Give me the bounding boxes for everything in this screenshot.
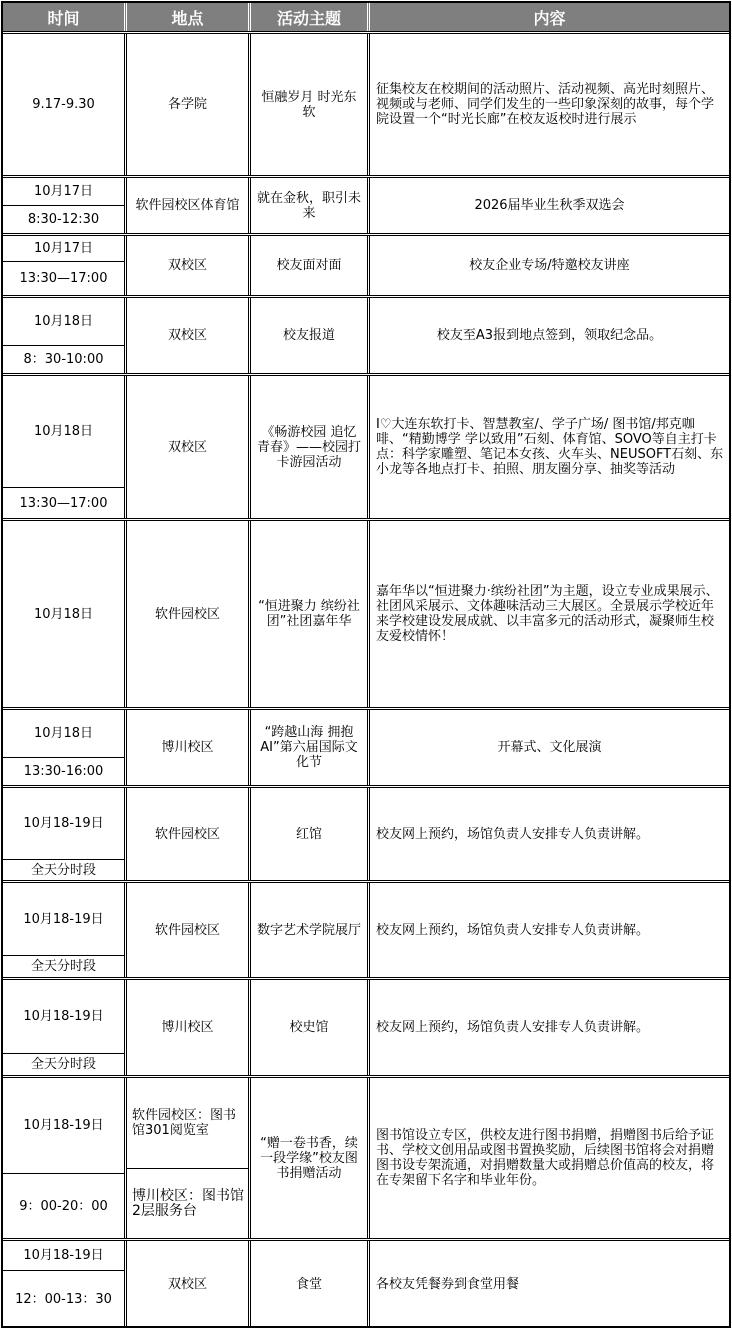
place-cell: 双校区 <box>124 236 248 295</box>
schedule-table <box>1 1 731 1328</box>
table-row <box>3 518 729 707</box>
theme-cell: 食堂 <box>248 1241 367 1328</box>
content-cell: 校友企业专场/特邀校友讲座 <box>367 236 729 295</box>
time-cell <box>3 298 124 373</box>
header-place: 地点 <box>124 3 248 31</box>
table-row <box>3 233 729 295</box>
theme-cell: “恒进聚力 缤纷社团”社团嘉年华 <box>248 521 367 707</box>
content-cell: 嘉年华以“恒进聚力·缤纷社团”为主题，设立专业成果展示、社团风采展示、文体趣味活动三大展区。全景展示学校近年来学校建设发展成就、以丰富多元的活动形式，凝聚师生校友爱校情怀！ <box>367 521 729 707</box>
place-text: 博川校区：图书馆2层服务台 <box>127 1168 248 1238</box>
theme-cell: 校友面对面 <box>248 236 367 295</box>
content-cell: 开幕式、文化展演 <box>367 710 729 785</box>
time-text: 10月17日 <box>33 184 94 199</box>
place-cell <box>124 1078 248 1238</box>
table-row <box>3 977 729 1075</box>
time-text: 10月18-19日 <box>23 911 104 927</box>
time-text: 9.17-9.30 <box>32 97 95 112</box>
theme-cell: 红馆 <box>248 788 367 880</box>
place-cell: 博川校区 <box>124 710 248 785</box>
time-cell <box>3 236 124 295</box>
place-cell: 双校区 <box>124 376 248 518</box>
table-row <box>3 373 729 518</box>
time-cell <box>3 1241 124 1328</box>
table-row <box>3 1075 729 1238</box>
table-row <box>3 295 729 373</box>
content-cell: 征集校友在校期间的活动照片、活动视频、高光时刻照片、视频或与老师、同学们发生的一些印象深刻的故事，每个学院设置一个“时光长廊”在校友返校时进行展示 <box>367 34 729 175</box>
time-text: 10月18日 <box>33 424 94 439</box>
place-cell: 软件园校区 <box>124 788 248 880</box>
time-text: 9：00-20：00 <box>3 1173 124 1238</box>
header-content: 内容 <box>367 3 729 31</box>
time-text: 10月18-19日 <box>23 816 104 831</box>
place-cell: 博川校区 <box>124 980 248 1075</box>
content-cell: I♡大连东软打卡、智慧教室/、学子广场/ 图书馆/邦克咖啡、“精勤博学 学以致用”石刻、体育馆、SOVO等自主打卡点：科学家雕塑、笔记本女孩、火车头、NEUSOFT石刻、东小龙等各地点打卡、拍照、朋友圈分享、抽奖等活动 <box>367 376 729 518</box>
theme-cell: 恒融岁月 时光东软 <box>248 34 367 175</box>
time-text: 13:30—17:00 <box>3 261 124 295</box>
time-text: 12：00-13：30 <box>3 1270 124 1328</box>
theme-cell: 《畅游校园 追忆青春》——校园打卡游园活动 <box>248 376 367 518</box>
time-cell <box>3 34 124 175</box>
time-text: 8：30-10:00 <box>3 345 124 373</box>
theme-cell: “赠一卷书香，续一段学缘”校友图书捐赠活动 <box>248 1078 367 1238</box>
theme-cell: 校史馆 <box>248 980 367 1075</box>
place-cell: 软件园校区 <box>124 883 248 977</box>
time-text: 13:30—17:00 <box>3 487 124 518</box>
theme-cell: 数字艺术学院展厅 <box>248 883 367 977</box>
time-text: 10月18-19日 <box>23 1009 104 1024</box>
place-cell: 软件园校区 <box>124 521 248 707</box>
time-cell <box>3 1078 124 1238</box>
time-text: 10月18日 <box>33 314 94 329</box>
time-text: 13:30-16:00 <box>3 757 124 785</box>
content-cell: 图书馆设立专区，供校友进行图书捐赠，捐赠图书后给予证书、学校文创用品或图书置换奖励，后续图书馆将会对捐赠图书设专架流通，对捐赠数量大或捐赠总价值高的校友，将在专架留下名字和毕业年份。 <box>367 1078 729 1238</box>
content-cell: 2026届毕业生秋季双选会 <box>367 178 729 233</box>
table-row <box>3 1238 729 1328</box>
time-text: 10月18日 <box>33 726 94 741</box>
time-cell <box>3 521 124 707</box>
place-cell: 双校区 <box>124 298 248 373</box>
time-text: 全天分时段 <box>3 1053 124 1075</box>
content-cell: 校友网上预约，场馆负责人安排专人负责讲解。 <box>367 883 729 977</box>
time-text: 8:30-12:30 <box>3 205 124 233</box>
time-text: 10月17日 <box>33 241 94 256</box>
place-cell: 软件园校区体育馆 <box>124 178 248 233</box>
theme-cell: 就在金秋，职引未来 <box>248 178 367 233</box>
time-cell <box>3 178 124 233</box>
time-cell <box>3 788 124 880</box>
time-text: 10月18日 <box>33 606 94 622</box>
table-row <box>3 880 729 977</box>
table-row <box>3 707 729 785</box>
time-text: 10月18-19日 <box>23 1248 104 1263</box>
time-cell <box>3 710 124 785</box>
content-cell: 校友至A3报到地点签到，领取纪念品。 <box>367 298 729 373</box>
content-cell: 各校友凭餐券到食堂用餐 <box>367 1241 729 1328</box>
header-time: 时间 <box>3 3 124 31</box>
theme-cell: 校友报道 <box>248 298 367 373</box>
place-cell: 各学院 <box>124 34 248 175</box>
time-cell <box>3 883 124 977</box>
time-cell <box>3 980 124 1075</box>
place-text: 软件园校区：图书馆301阅览室 <box>132 1108 237 1138</box>
content-cell: 校友网上预约，场馆负责人安排专人负责讲解。 <box>367 788 729 880</box>
content-cell: 校友网上预约，场馆负责人安排专人负责讲解。 <box>367 980 729 1075</box>
table-row <box>3 175 729 233</box>
time-text: 全天分时段 <box>3 859 124 880</box>
header-theme: 活动主题 <box>248 3 367 31</box>
time-text: 全天分时段 <box>3 955 124 977</box>
time-cell <box>3 376 124 518</box>
table-row <box>3 785 729 880</box>
place-cell: 双校区 <box>124 1241 248 1328</box>
time-text: 10月18-19日 <box>23 1118 104 1133</box>
table-row <box>3 31 729 175</box>
theme-cell: “跨越山海 拥抱AI”第六届国际文化节 <box>248 710 367 785</box>
